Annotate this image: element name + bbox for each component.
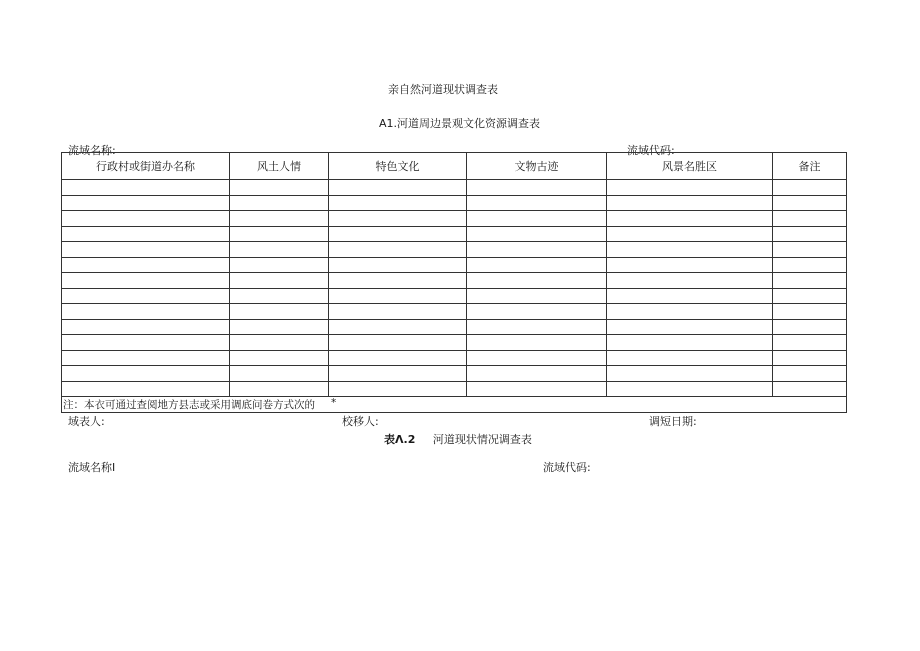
table-cell bbox=[62, 211, 230, 227]
header-scenic: 风景名胜区 bbox=[607, 153, 773, 180]
table-row bbox=[62, 335, 847, 351]
table-row bbox=[62, 257, 847, 273]
table-cell bbox=[230, 288, 329, 304]
table-cell bbox=[62, 288, 230, 304]
header-culture: 特色文化 bbox=[329, 153, 467, 180]
table-cell bbox=[607, 381, 773, 397]
table-cell bbox=[230, 226, 329, 242]
table-cell bbox=[62, 180, 230, 196]
table-cell bbox=[467, 304, 607, 320]
table-cell bbox=[230, 350, 329, 366]
table-cell bbox=[607, 335, 773, 351]
table-cell bbox=[773, 242, 847, 258]
table-row bbox=[62, 211, 847, 227]
table-cell bbox=[329, 273, 467, 289]
table-cell bbox=[329, 257, 467, 273]
table-cell bbox=[230, 211, 329, 227]
table-cell bbox=[607, 211, 773, 227]
table-note-cell bbox=[62, 397, 847, 413]
table-cell bbox=[607, 257, 773, 273]
section-title-a2-text: 河道现状情况调查表 bbox=[432, 433, 532, 446]
table-cell bbox=[773, 195, 847, 211]
table-cell bbox=[62, 242, 230, 258]
table-cell bbox=[329, 211, 467, 227]
table-cell bbox=[62, 273, 230, 289]
table-note-row bbox=[62, 397, 847, 413]
header-village: 行政村或街道办名称 bbox=[62, 153, 230, 180]
table-cell bbox=[607, 288, 773, 304]
table-cell bbox=[329, 226, 467, 242]
basin-code-label-2: 流域代码: bbox=[543, 461, 591, 474]
header-remarks: 备注 bbox=[773, 153, 847, 180]
table-cell bbox=[467, 319, 607, 335]
table-cell bbox=[773, 381, 847, 397]
table-cell bbox=[62, 350, 230, 366]
table-cell bbox=[773, 319, 847, 335]
table-row bbox=[62, 226, 847, 242]
basin-code-label: 流域代码: bbox=[627, 144, 675, 157]
landscape-culture-table bbox=[61, 152, 847, 413]
table-cell bbox=[467, 195, 607, 211]
table-note-wrap bbox=[63, 397, 846, 412]
table-cell bbox=[329, 180, 467, 196]
table-cell bbox=[62, 319, 230, 335]
table-cell bbox=[329, 381, 467, 397]
table-cell bbox=[607, 319, 773, 335]
table-cell bbox=[62, 304, 230, 320]
table-cell bbox=[230, 273, 329, 289]
table-cell bbox=[773, 257, 847, 273]
table-cell bbox=[329, 304, 467, 320]
table-cell bbox=[467, 381, 607, 397]
date-label: 调短日期: bbox=[649, 415, 697, 428]
table-cell bbox=[329, 288, 467, 304]
table-cell bbox=[773, 180, 847, 196]
table-cell bbox=[607, 195, 773, 211]
table-cell bbox=[773, 335, 847, 351]
table-cell bbox=[773, 304, 847, 320]
filler-label: 域表人: bbox=[68, 415, 105, 428]
table-row bbox=[62, 381, 847, 397]
table-cell bbox=[329, 350, 467, 366]
table-note: 注：本衣可通过查阅地方县志或采用调底问卷方式次的 bbox=[63, 399, 315, 411]
header-customs: 风土人情 bbox=[230, 153, 329, 180]
table-row bbox=[62, 304, 847, 320]
table-cell bbox=[230, 381, 329, 397]
header-relics: 文物古迹 bbox=[467, 153, 607, 180]
table-cell bbox=[607, 273, 773, 289]
table-cell bbox=[467, 180, 607, 196]
table-cell bbox=[467, 288, 607, 304]
basin-name-label-2: 流域名称I bbox=[68, 461, 116, 474]
table-cell bbox=[62, 366, 230, 382]
table-cell bbox=[607, 350, 773, 366]
table-cell bbox=[329, 319, 467, 335]
table-cell bbox=[607, 180, 773, 196]
table-cell bbox=[329, 366, 467, 382]
table-cell bbox=[230, 180, 329, 196]
table-cell bbox=[773, 211, 847, 227]
table-row bbox=[62, 366, 847, 382]
table-cell bbox=[230, 304, 329, 320]
table-cell bbox=[329, 242, 467, 258]
section-title-a2-prefix: 表Λ.2 bbox=[384, 433, 416, 446]
table-cell bbox=[467, 226, 607, 242]
table-cell bbox=[773, 273, 847, 289]
table-cell bbox=[607, 304, 773, 320]
table-row bbox=[62, 242, 847, 258]
table-cell bbox=[62, 257, 230, 273]
table-cell bbox=[62, 381, 230, 397]
basin-name-label: 流域名称: bbox=[68, 144, 116, 157]
table-cell bbox=[230, 366, 329, 382]
table-row bbox=[62, 288, 847, 304]
table-cell bbox=[607, 366, 773, 382]
table-cell bbox=[467, 242, 607, 258]
table-cell bbox=[773, 350, 847, 366]
table-cell bbox=[467, 335, 607, 351]
section-title-a1-text: A1.河道周边景观文化资源调查表 bbox=[379, 117, 541, 130]
table-note-mark: * bbox=[331, 397, 337, 409]
table-cell bbox=[773, 226, 847, 242]
table-cell bbox=[230, 242, 329, 258]
section-title-a1 bbox=[379, 115, 540, 131]
table-row bbox=[62, 273, 847, 289]
table-row bbox=[62, 180, 847, 196]
table-cell bbox=[607, 242, 773, 258]
table-cell bbox=[230, 319, 329, 335]
table-row bbox=[62, 195, 847, 211]
section-title-a2 bbox=[384, 431, 532, 447]
page-title: 亲自然河道现状调查表 bbox=[388, 83, 498, 96]
table-cell bbox=[62, 335, 230, 351]
table-cell bbox=[773, 288, 847, 304]
checker-label: 校移人: bbox=[342, 415, 379, 428]
table-body bbox=[62, 180, 847, 413]
table-cell bbox=[773, 366, 847, 382]
table-cell bbox=[467, 211, 607, 227]
table-cell bbox=[467, 257, 607, 273]
table-cell bbox=[230, 195, 329, 211]
table-cell bbox=[230, 335, 329, 351]
table-cell bbox=[230, 257, 329, 273]
table-cell bbox=[62, 195, 230, 211]
table-cell bbox=[467, 366, 607, 382]
table-cell bbox=[607, 226, 773, 242]
table-row bbox=[62, 350, 847, 366]
table-row bbox=[62, 319, 847, 335]
table-cell bbox=[467, 273, 607, 289]
table-cell bbox=[329, 335, 467, 351]
table-cell bbox=[329, 195, 467, 211]
table-header-row bbox=[62, 153, 847, 180]
table-cell bbox=[467, 350, 607, 366]
table-cell bbox=[62, 226, 230, 242]
